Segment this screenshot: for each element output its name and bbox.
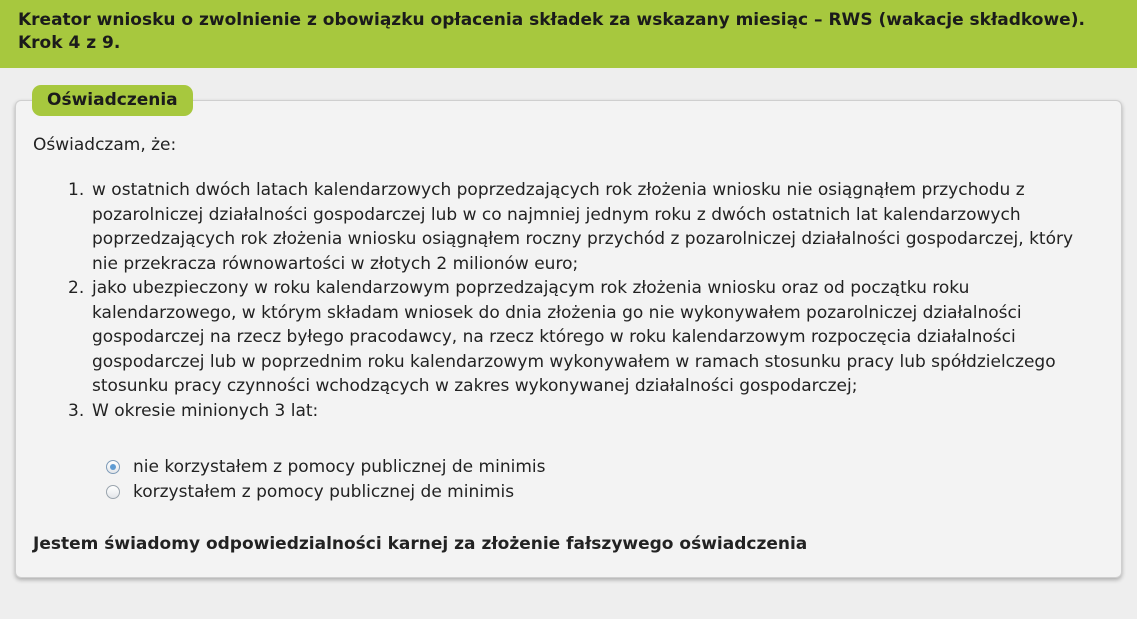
statement-item [36,399,1096,424]
section-label: Oświadczenia [32,85,193,116]
statement-item [36,276,1096,399]
wizard-header [0,0,1137,68]
final-statement: Jestem świadomy odpowiedzialności karnej za złożenie fałszywego oświadczenia [33,534,808,554]
intro-text: Oświadczam, że: [33,135,177,155]
statement-number: 3. [68,400,85,421]
radio-de-minimis[interactable] [106,485,120,499]
de-minimis-options [106,454,545,504]
option-de-minimis[interactable] [106,479,545,504]
statement-text: w ostatnich dwóch latach kalendarzowych poprzedzających rok złożenia wniosku nie osiągnąłem przychodu z pozarolniczej działalności gospodarczej lub w co najmniej jednym roku z dwóch ostatnich lat kalendarzowych poprzedzających rok złożenia wniosku osiągnąłem roczny przychód z pozarolniczej działalności gospodarczej, który nie przekracza równowartości w złotych 2 milionów euro; [92,180,1074,274]
wizard-step: Krok 4 z 9. [18,33,121,53]
statement-number: 2. [68,278,85,298]
option-no-de-minimis[interactable] [106,454,545,479]
option-label[interactable]: nie korzystałem z pomocy publicznej de minimis [133,456,546,477]
radio-no-de-minimis[interactable] [106,460,120,474]
statement-number: 1. [68,180,85,200]
statement-text: W okresie minionych 3 lat: [92,400,319,421]
statement-item [36,178,1096,276]
statement-text: jako ubezpieczony w roku kalendarzowym poprzedzającym rok złożenia wniosku oraz od początku roku kalendarzowego, w którym składam wniosek do dnia złożenia go nie wykonywałem pozarolniczej działalności gospodarczej na rzecz byłego pracodawcy, na rzecz którego w roku kalendarzowym rozpoczęcia działalności gospodarczej lub w poprzednim roku kalendarzowym wykonywałem w ramach stosunku pracy lub spółdzielczego stosunku pracy czynności wchodzących w zakres wykonywanej działalności gospodarczej; [92,278,1056,396]
statements-list [36,178,1096,423]
wizard-title: Kreator wniosku o zwolnienie z obowiązku opłacenia składek za wskazany miesiąc – RWS (wakacje składkowe). [18,10,1085,30]
option-label[interactable]: korzystałem z pomocy publicznej de minimis [133,481,515,502]
